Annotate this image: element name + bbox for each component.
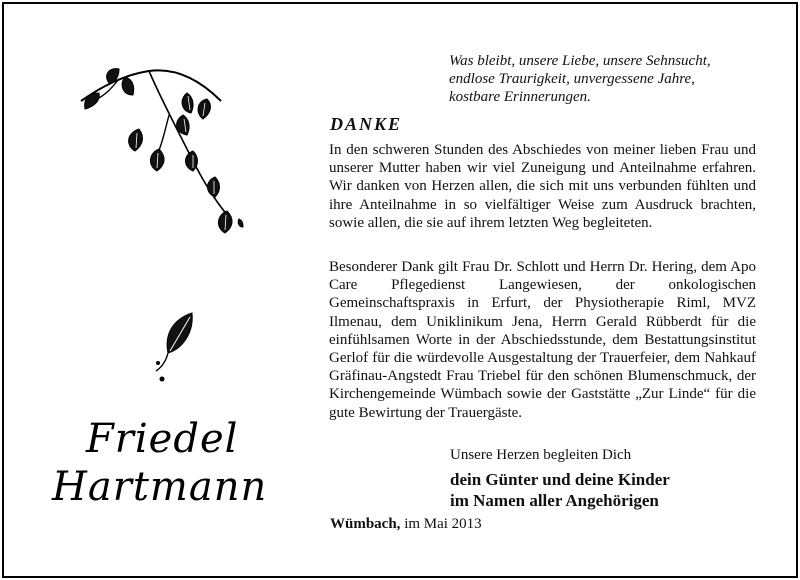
deceased-first-name: Friedel [86,416,239,462]
place-date-line [330,516,482,533]
signature-line: dein Günter und deine Kinder [450,470,670,489]
deceased-last-name: Hartmann [52,464,268,510]
signature-line: im Namen aller Angehörigen [450,491,659,510]
quote-line: endlose Traurigkeit, unvergessene Jahre, [449,71,695,87]
quote-line: Was bleibt, unsere Liebe, unsere Sehnsucht, [449,53,711,69]
special-thanks-paragraph: Besonderer Dank gilt Frau Dr. Schlott und Herrn Dr. Hering, dem Apo Care Pflegedienst Langewiesen, der onkologischen Gemeinschaftspraxis in Erfurt, der Physiotherapie Riml, MVZ Ilmenau, dem Uniklinikum Jena, Herrn Gerald Rübberdt für die einfühlsamen Worte in der Abschiedsstunde, dem Bestattungsinstitut Gerlof für die würdevolle Ausgestaltung der Trauerfeier, dem Nahkauf Gräfinau-Angstedt Frau Triebel für den schönen Blumenschmuck, der Kirchengemeinde Wümbach sowie der Gaststätte „Zur Linde“ für die gute Bewirtung der Trauergäste. [329,259,756,421]
falling-leaf-icon [154,309,204,384]
date-text: im Mai 2013 [404,516,482,532]
thanks-paragraph: In den schweren Stunden des Abschiedes von meiner lieben Frau und unserer Mutter haben wir viel Zuneigung und Anteilnahme erfahren. Wir danken von Herzen allen, die sich mit uns verbunden fühlten und ihre Anteilnahme in so vielfältiger Weise zum Ausdruck brachten, sowie allen, die sie auf ihrem letzten Weg begleiteten. [329,142,756,231]
quote-line: kostbare Erinnerungen. [449,89,591,105]
obituary-card [2,2,798,578]
signature-block [450,469,670,511]
memorial-quote [449,52,779,106]
place-name: Wümbach, [330,516,401,532]
birch-branch-icon [79,59,254,259]
closing-line: Unsere Herzen begleiten Dich [450,447,632,463]
thanks-heading: DANKE [330,114,403,134]
